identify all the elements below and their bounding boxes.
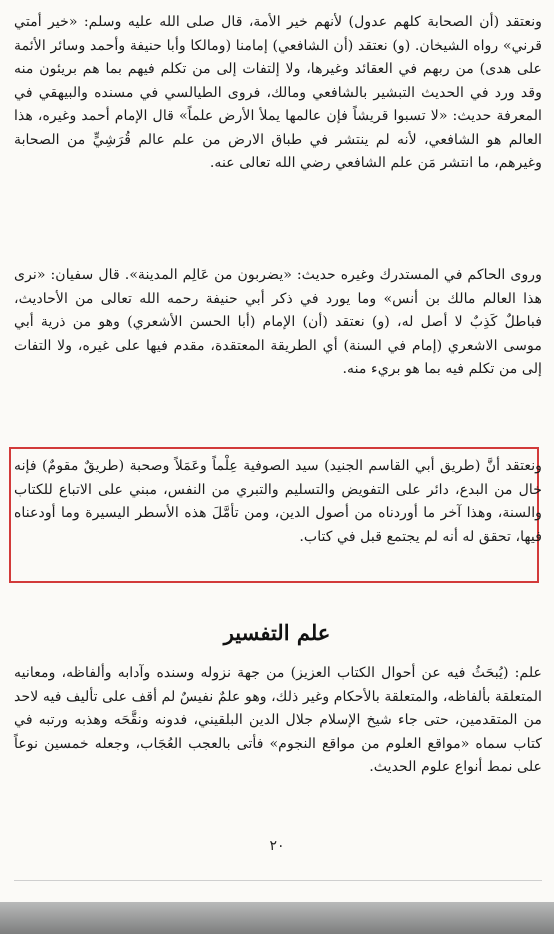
bottom-divider — [14, 880, 542, 881]
paragraph-hakim-ashari: وروى الحاكم في المستدرك وغيره حديث: «يضربون من عَالِم المدينة». قال سفيان: «نرى هذا العالم مالك بن أنس» وما يورد في ذكر أبي حنيفة رحمه الله تعالى من الأحاديث، فباطلٌ كَذِبٌ لا أصل له، (و) نعتقد (أن) الإمام (أبا الحسن الأشعري) وهو من ذرية أبي موسى الاشعري (إمام في السنة) أي الطريقة المعتقدة، مقدم فيها على غيره، ولا التفات إلى من تكلم فيه بما هو بريء منه. — [14, 267, 542, 377]
paragraph-tafsir: علم: (يُبحَثُ فيه عن أحوال الكتاب العزيز) من جهة نزوله وسنده وآدابه وألفاظه، ومعانيه المتعلقة بألفاظه، والمتعلقة بالأحكام وغير ذلك، وهو علمٌ نفيسٌ لم أقف على تأليف فيه لاحد من المتقدمين، حتى جاء شيخ الإسلام جلال الدين البلقيني، فدونه ونقَّحَه وهذبه ورتبه في كتاب سماه «مواقع العلوم من مواقع النجوم» فأتى بالعجب العُجَاب، وجعله خمسين نوعاً على نمط أنواع علوم الحديث. — [14, 665, 542, 775]
paragraph-companions-imams: ونعتقد (أن الصحابة كلهم عدول) لأنهم خير الأمة، قال صلى الله عليه وسلم: «خير أمتي قرني» رواه الشيخان. (و) نعتقد (أن الشافعي) إمامنا (ومالكا وأبا حنيفة وأحمد وسائر الأئمة على هدى) من ربهم في العقائد وغيرها، ولا إلتفات إلى من تكلم فيهم بما هم بريئون منه وقد ورد في الحديث التبشير بالشافعي ومالك، فروى الطيالسي في مسنده والبيهقي في المعرفة حديث: «لا تسبوا قريشاً فإن عالمها يملأ الأرض علماً» قال الإمام أحمد وغيره، هذا العالم هو الشافعي، لأنه لم ينتشر في طباق الارض من علم عالم قُرَشِيٍّ من الصحابة وغيرهم، ما انتشر مَن علم الشافعي رضي الله تعالى عنه. — [14, 14, 542, 171]
paragraph-junayd-highlighted: ونعتقد أنَّ (طريق أبي القاسم الجنيد) سيد الصوفية عِلْماً وعَمَلاً وصحبة (طريقٌ مقومٌ) فإنه خال من البدع، دائر على التفويض والتسليم والتبري من النفس، مبني على الاتباع للكتاب والسنة، وهذا آخر ما أوردناه من أصول الدين، ومن تأمَّلَ هذه الأسطر اليسيرة وما أودعناه فيها، تحقق له أنه لم يجتمع قبل في كتاب. — [14, 458, 542, 545]
section-heading: علم التفسير — [223, 620, 331, 645]
page-number: ٢٠ — [269, 838, 285, 854]
page-bottom-shadow — [0, 902, 554, 934]
